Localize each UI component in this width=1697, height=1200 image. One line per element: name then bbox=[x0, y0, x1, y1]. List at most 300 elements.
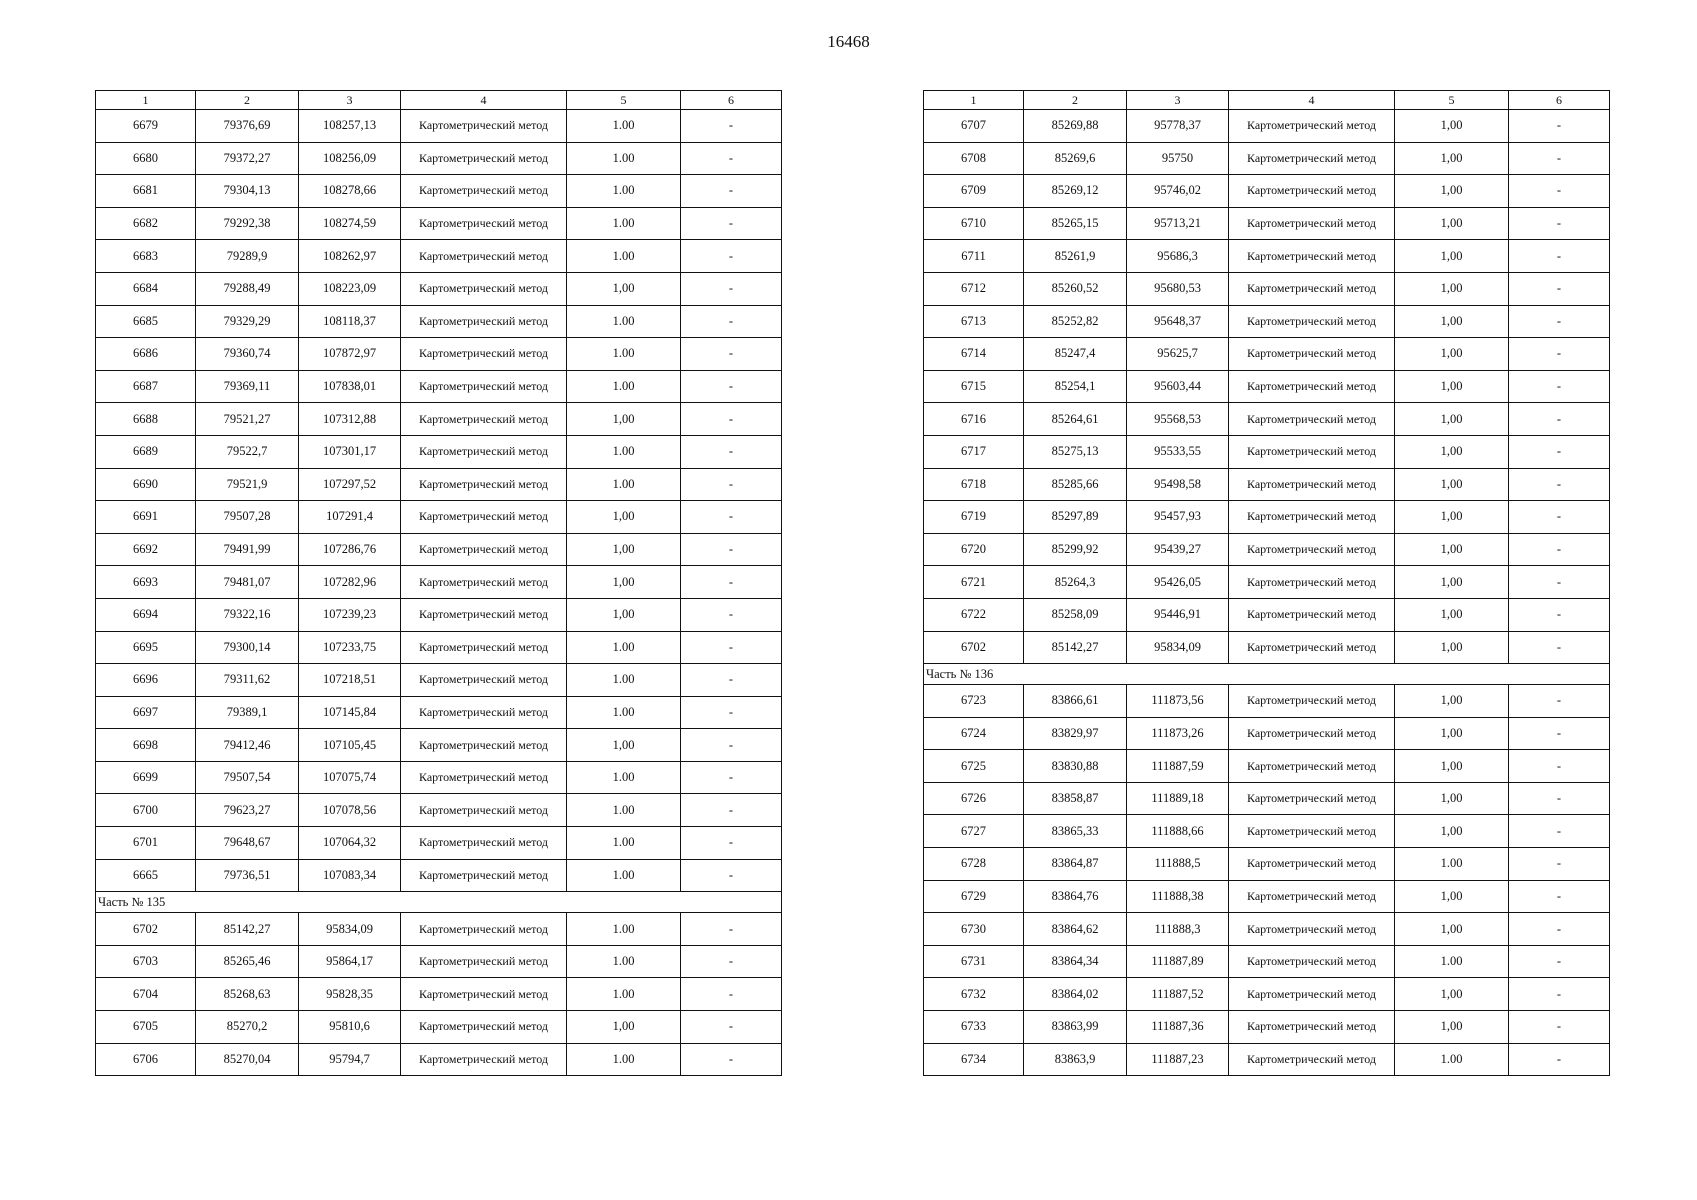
accuracy-cell: 1.00 bbox=[567, 338, 681, 371]
y-coordinate-cell: 107105,45 bbox=[299, 729, 401, 762]
method-cell: Картометрический метод bbox=[1229, 370, 1395, 403]
x-coordinate-cell: 85247,4 bbox=[1024, 338, 1127, 371]
coordinates-table-right bbox=[923, 90, 1610, 1076]
description-cell: - bbox=[1509, 435, 1610, 468]
table-row bbox=[96, 240, 782, 273]
accuracy-cell: 1,00 bbox=[1395, 533, 1509, 566]
method-cell: Картометрический метод bbox=[401, 945, 567, 978]
method-cell: Картометрический метод bbox=[1229, 468, 1395, 501]
description-cell: - bbox=[681, 1011, 782, 1044]
accuracy-cell: 1,00 bbox=[1395, 468, 1509, 501]
header-cell: 5 bbox=[1395, 91, 1509, 110]
method-cell: Картометрический метод bbox=[401, 1011, 567, 1044]
table-row bbox=[924, 913, 1610, 946]
y-coordinate-cell: 107239,23 bbox=[299, 598, 401, 631]
y-coordinate-cell: 95810,6 bbox=[299, 1011, 401, 1044]
table-header-row bbox=[96, 91, 782, 110]
method-cell: Картометрический метод bbox=[401, 207, 567, 240]
table-row bbox=[924, 175, 1610, 208]
y-coordinate-cell: 95446,91 bbox=[1127, 598, 1229, 631]
section-heading-row bbox=[96, 892, 782, 913]
method-cell: Картометрический метод bbox=[1229, 848, 1395, 881]
description-cell: - bbox=[1509, 782, 1610, 815]
table-row bbox=[96, 403, 782, 436]
x-coordinate-cell: 85142,27 bbox=[1024, 631, 1127, 664]
y-coordinate-cell: 107297,52 bbox=[299, 468, 401, 501]
method-cell: Картометрический метод bbox=[1229, 913, 1395, 946]
accuracy-cell: 1.00 bbox=[567, 827, 681, 860]
x-coordinate-cell: 83864,62 bbox=[1024, 913, 1127, 946]
point-number-cell: 6710 bbox=[924, 207, 1024, 240]
method-cell: Картометрический метод bbox=[1229, 305, 1395, 338]
point-number-cell: 6730 bbox=[924, 913, 1024, 946]
method-cell: Картометрический метод bbox=[1229, 338, 1395, 371]
method-cell: Картометрический метод bbox=[401, 338, 567, 371]
accuracy-cell: 1,00 bbox=[1395, 272, 1509, 305]
point-number-cell: 6690 bbox=[96, 468, 196, 501]
accuracy-cell: 1.00 bbox=[567, 468, 681, 501]
table-row bbox=[96, 978, 782, 1011]
y-coordinate-cell: 107872,97 bbox=[299, 338, 401, 371]
accuracy-cell: 1.00 bbox=[567, 978, 681, 1011]
method-cell: Картометрический метод bbox=[1229, 207, 1395, 240]
point-number-cell: 6728 bbox=[924, 848, 1024, 881]
method-cell: Картометрический метод bbox=[1229, 110, 1395, 143]
method-cell: Картометрический метод bbox=[401, 403, 567, 436]
point-number-cell: 6684 bbox=[96, 272, 196, 305]
x-coordinate-cell: 85269,6 bbox=[1024, 142, 1127, 175]
accuracy-cell: 1,00 bbox=[567, 1011, 681, 1044]
method-cell: Картометрический метод bbox=[401, 913, 567, 946]
x-coordinate-cell: 79491,99 bbox=[196, 533, 299, 566]
description-cell: - bbox=[1509, 533, 1610, 566]
point-number-cell: 6722 bbox=[924, 598, 1024, 631]
accuracy-cell: 1,00 bbox=[1395, 750, 1509, 783]
table-row bbox=[96, 370, 782, 403]
table-row bbox=[924, 468, 1610, 501]
x-coordinate-cell: 85260,52 bbox=[1024, 272, 1127, 305]
accuracy-cell: 1,00 bbox=[1395, 1011, 1509, 1044]
method-cell: Картометрический метод bbox=[1229, 685, 1395, 718]
point-number-cell: 6727 bbox=[924, 815, 1024, 848]
description-cell: - bbox=[681, 533, 782, 566]
method-cell: Картометрический метод bbox=[401, 598, 567, 631]
x-coordinate-cell: 83866,61 bbox=[1024, 685, 1127, 718]
accuracy-cell: 1,00 bbox=[1395, 403, 1509, 436]
point-number-cell: 6695 bbox=[96, 631, 196, 664]
y-coordinate-cell: 111887,89 bbox=[1127, 945, 1229, 978]
table-row bbox=[96, 305, 782, 338]
description-cell: - bbox=[1509, 175, 1610, 208]
accuracy-cell: 1,00 bbox=[1395, 370, 1509, 403]
description-cell: - bbox=[1509, 1043, 1610, 1076]
accuracy-cell: 1.00 bbox=[567, 207, 681, 240]
y-coordinate-cell: 95864,17 bbox=[299, 945, 401, 978]
y-coordinate-cell: 108278,66 bbox=[299, 175, 401, 208]
method-cell: Картометрический метод bbox=[401, 631, 567, 664]
accuracy-cell: 1,00 bbox=[1395, 338, 1509, 371]
y-coordinate-cell: 108256,09 bbox=[299, 142, 401, 175]
method-cell: Картометрический метод bbox=[401, 978, 567, 1011]
point-number-cell: 6712 bbox=[924, 272, 1024, 305]
y-coordinate-cell: 107312,88 bbox=[299, 403, 401, 436]
x-coordinate-cell: 79304,13 bbox=[196, 175, 299, 208]
table-row bbox=[96, 272, 782, 305]
table-row bbox=[924, 207, 1610, 240]
y-coordinate-cell: 95498,58 bbox=[1127, 468, 1229, 501]
y-coordinate-cell: 95426,05 bbox=[1127, 566, 1229, 599]
description-cell: - bbox=[681, 207, 782, 240]
table-row bbox=[924, 717, 1610, 750]
y-coordinate-cell: 111888,38 bbox=[1127, 880, 1229, 913]
point-number-cell: 6719 bbox=[924, 501, 1024, 534]
table-row bbox=[924, 533, 1610, 566]
description-cell: - bbox=[1509, 305, 1610, 338]
y-coordinate-cell: 95834,09 bbox=[1127, 631, 1229, 664]
point-number-cell: 6700 bbox=[96, 794, 196, 827]
x-coordinate-cell: 83865,33 bbox=[1024, 815, 1127, 848]
description-cell: - bbox=[1509, 338, 1610, 371]
header-cell: 1 bbox=[96, 91, 196, 110]
accuracy-cell: 1,00 bbox=[1395, 435, 1509, 468]
description-cell: - bbox=[681, 142, 782, 175]
point-number-cell: 6679 bbox=[96, 110, 196, 143]
table-row bbox=[924, 598, 1610, 631]
table-row bbox=[96, 1011, 782, 1044]
description-cell: - bbox=[1509, 750, 1610, 783]
x-coordinate-cell: 83863,99 bbox=[1024, 1011, 1127, 1044]
x-coordinate-cell: 79329,29 bbox=[196, 305, 299, 338]
table-row bbox=[96, 142, 782, 175]
y-coordinate-cell: 95713,21 bbox=[1127, 207, 1229, 240]
y-coordinate-cell: 107282,96 bbox=[299, 566, 401, 599]
y-coordinate-cell: 111873,26 bbox=[1127, 717, 1229, 750]
table-row bbox=[96, 729, 782, 762]
accuracy-cell: 1,00 bbox=[567, 403, 681, 436]
table-row bbox=[96, 207, 782, 240]
method-cell: Картометрический метод bbox=[401, 1043, 567, 1076]
method-cell: Картометрический метод bbox=[401, 664, 567, 697]
method-cell: Картометрический метод bbox=[1229, 750, 1395, 783]
y-coordinate-cell: 108262,97 bbox=[299, 240, 401, 273]
x-coordinate-cell: 85142,27 bbox=[196, 913, 299, 946]
point-number-cell: 6734 bbox=[924, 1043, 1024, 1076]
point-number-cell: 6724 bbox=[924, 717, 1024, 750]
table-row bbox=[924, 1011, 1610, 1044]
y-coordinate-cell: 108223,09 bbox=[299, 272, 401, 305]
method-cell: Картометрический метод bbox=[1229, 978, 1395, 1011]
method-cell: Картометрический метод bbox=[1229, 272, 1395, 305]
y-coordinate-cell: 95834,09 bbox=[299, 913, 401, 946]
description-cell: - bbox=[681, 794, 782, 827]
method-cell: Картометрический метод bbox=[1229, 945, 1395, 978]
header-cell: 4 bbox=[1229, 91, 1395, 110]
point-number-cell: 6721 bbox=[924, 566, 1024, 599]
accuracy-cell: 1,00 bbox=[1395, 305, 1509, 338]
header-cell: 4 bbox=[401, 91, 567, 110]
accuracy-cell: 1.00 bbox=[567, 631, 681, 664]
accuracy-cell: 1.00 bbox=[567, 945, 681, 978]
header-cell: 3 bbox=[299, 91, 401, 110]
point-number-cell: 6702 bbox=[924, 631, 1024, 664]
method-cell: Картометрический метод bbox=[401, 272, 567, 305]
description-cell: - bbox=[681, 598, 782, 631]
description-cell: - bbox=[681, 566, 782, 599]
point-number-cell: 6697 bbox=[96, 696, 196, 729]
accuracy-cell: 1,00 bbox=[567, 598, 681, 631]
x-coordinate-cell: 79521,9 bbox=[196, 468, 299, 501]
accuracy-cell: 1,00 bbox=[567, 566, 681, 599]
accuracy-cell: 1.00 bbox=[567, 305, 681, 338]
table-row bbox=[96, 598, 782, 631]
method-cell: Картометрический метод bbox=[401, 827, 567, 860]
accuracy-cell: 1.00 bbox=[567, 175, 681, 208]
table-row bbox=[924, 848, 1610, 881]
accuracy-cell: 1.00 bbox=[567, 696, 681, 729]
x-coordinate-cell: 83864,76 bbox=[1024, 880, 1127, 913]
y-coordinate-cell: 95778,37 bbox=[1127, 110, 1229, 143]
method-cell: Картометрический метод bbox=[401, 794, 567, 827]
x-coordinate-cell: 85252,82 bbox=[1024, 305, 1127, 338]
point-number-cell: 6733 bbox=[924, 1011, 1024, 1044]
method-cell: Картометрический метод bbox=[401, 501, 567, 534]
table-row bbox=[96, 696, 782, 729]
method-cell: Картометрический метод bbox=[401, 859, 567, 892]
page-number: 16468 bbox=[827, 32, 870, 51]
y-coordinate-cell: 111873,56 bbox=[1127, 685, 1229, 718]
method-cell: Картометрический метод bbox=[401, 533, 567, 566]
point-number-cell: 6716 bbox=[924, 403, 1024, 436]
x-coordinate-cell: 79300,14 bbox=[196, 631, 299, 664]
point-number-cell: 6720 bbox=[924, 533, 1024, 566]
method-cell: Картометрический метод bbox=[1229, 240, 1395, 273]
description-cell: - bbox=[1509, 848, 1610, 881]
table-row bbox=[96, 631, 782, 664]
table-row bbox=[924, 501, 1610, 534]
x-coordinate-cell: 79311,62 bbox=[196, 664, 299, 697]
accuracy-cell: 1,00 bbox=[1395, 175, 1509, 208]
accuracy-cell: 1,00 bbox=[1395, 717, 1509, 750]
table-row bbox=[924, 566, 1610, 599]
table-row bbox=[924, 978, 1610, 1011]
accuracy-cell: 1,00 bbox=[1395, 815, 1509, 848]
description-cell: - bbox=[1509, 717, 1610, 750]
method-cell: Картометрический метод bbox=[401, 240, 567, 273]
table-row bbox=[924, 240, 1610, 273]
point-number-cell: 6693 bbox=[96, 566, 196, 599]
x-coordinate-cell: 83858,87 bbox=[1024, 782, 1127, 815]
method-cell: Картометрический метод bbox=[1229, 880, 1395, 913]
header-cell: 5 bbox=[567, 91, 681, 110]
x-coordinate-cell: 85275,13 bbox=[1024, 435, 1127, 468]
method-cell: Картометрический метод bbox=[1229, 1043, 1395, 1076]
point-number-cell: 6687 bbox=[96, 370, 196, 403]
x-coordinate-cell: 83830,88 bbox=[1024, 750, 1127, 783]
y-coordinate-cell: 95439,27 bbox=[1127, 533, 1229, 566]
x-coordinate-cell: 79648,67 bbox=[196, 827, 299, 860]
method-cell: Картометрический метод bbox=[401, 305, 567, 338]
point-number-cell: 6692 bbox=[96, 533, 196, 566]
y-coordinate-cell: 107145,84 bbox=[299, 696, 401, 729]
accuracy-cell: 1.00 bbox=[567, 794, 681, 827]
description-cell: - bbox=[681, 435, 782, 468]
point-number-cell: 6691 bbox=[96, 501, 196, 534]
point-number-cell: 6708 bbox=[924, 142, 1024, 175]
section-heading-row bbox=[924, 664, 1610, 685]
y-coordinate-cell: 95625,7 bbox=[1127, 338, 1229, 371]
accuracy-cell: 1.00 bbox=[1395, 945, 1509, 978]
y-coordinate-cell: 107064,32 bbox=[299, 827, 401, 860]
accuracy-cell: 1,00 bbox=[567, 501, 681, 534]
method-cell: Картометрический метод bbox=[1229, 566, 1395, 599]
description-cell: - bbox=[1509, 685, 1610, 718]
description-cell: - bbox=[681, 859, 782, 892]
method-cell: Картометрический метод bbox=[1229, 435, 1395, 468]
accuracy-cell: 1,00 bbox=[1395, 142, 1509, 175]
accuracy-cell: 1,00 bbox=[1395, 110, 1509, 143]
description-cell: - bbox=[681, 631, 782, 664]
point-number-cell: 6709 bbox=[924, 175, 1024, 208]
method-cell: Картометрический метод bbox=[1229, 175, 1395, 208]
accuracy-cell: 1.00 bbox=[1395, 848, 1509, 881]
description-cell: - bbox=[1509, 880, 1610, 913]
point-number-cell: 6701 bbox=[96, 827, 196, 860]
point-number-cell: 6698 bbox=[96, 729, 196, 762]
description-cell: - bbox=[1509, 631, 1610, 664]
x-coordinate-cell: 83864,34 bbox=[1024, 945, 1127, 978]
y-coordinate-cell: 107233,75 bbox=[299, 631, 401, 664]
table-row bbox=[924, 815, 1610, 848]
y-coordinate-cell: 95603,44 bbox=[1127, 370, 1229, 403]
table-row bbox=[924, 142, 1610, 175]
y-coordinate-cell: 108118,37 bbox=[299, 305, 401, 338]
x-coordinate-cell: 85261,9 bbox=[1024, 240, 1127, 273]
table-row bbox=[96, 110, 782, 143]
x-coordinate-cell: 79481,07 bbox=[196, 566, 299, 599]
point-number-cell: 6707 bbox=[924, 110, 1024, 143]
point-number-cell: 6683 bbox=[96, 240, 196, 273]
description-cell: - bbox=[1509, 815, 1610, 848]
method-cell: Картометрический метод bbox=[401, 696, 567, 729]
point-number-cell: 6680 bbox=[96, 142, 196, 175]
point-number-cell: 6703 bbox=[96, 945, 196, 978]
right-table-container bbox=[923, 90, 1610, 1076]
description-cell: - bbox=[681, 501, 782, 534]
description-cell: - bbox=[1509, 370, 1610, 403]
method-cell: Картометрический метод bbox=[401, 370, 567, 403]
description-cell: - bbox=[1509, 403, 1610, 436]
x-coordinate-cell: 85264,61 bbox=[1024, 403, 1127, 436]
description-cell: - bbox=[681, 978, 782, 1011]
x-coordinate-cell: 85269,88 bbox=[1024, 110, 1127, 143]
point-number-cell: 6685 bbox=[96, 305, 196, 338]
y-coordinate-cell: 111887,36 bbox=[1127, 1011, 1229, 1044]
point-number-cell: 6715 bbox=[924, 370, 1024, 403]
accuracy-cell: 1,00 bbox=[567, 533, 681, 566]
point-number-cell: 6731 bbox=[924, 945, 1024, 978]
x-coordinate-cell: 79507,28 bbox=[196, 501, 299, 534]
description-cell: - bbox=[681, 664, 782, 697]
description-cell: - bbox=[1509, 1011, 1610, 1044]
accuracy-cell: 1.00 bbox=[567, 110, 681, 143]
x-coordinate-cell: 85299,92 bbox=[1024, 533, 1127, 566]
point-number-cell: 6732 bbox=[924, 978, 1024, 1011]
description-cell: - bbox=[681, 338, 782, 371]
table-row bbox=[96, 501, 782, 534]
table-row bbox=[96, 664, 782, 697]
point-number-cell: 6729 bbox=[924, 880, 1024, 913]
x-coordinate-cell: 79412,46 bbox=[196, 729, 299, 762]
accuracy-cell: 1,00 bbox=[1395, 598, 1509, 631]
method-cell: Картометрический метод bbox=[401, 468, 567, 501]
table-row bbox=[96, 533, 782, 566]
table-row bbox=[924, 272, 1610, 305]
x-coordinate-cell: 85297,89 bbox=[1024, 501, 1127, 534]
x-coordinate-cell: 85269,12 bbox=[1024, 175, 1127, 208]
method-cell: Картометрический метод bbox=[401, 142, 567, 175]
point-number-cell: 6714 bbox=[924, 338, 1024, 371]
header-cell: 1 bbox=[924, 91, 1024, 110]
x-coordinate-cell: 79289,9 bbox=[196, 240, 299, 273]
y-coordinate-cell: 95794,7 bbox=[299, 1043, 401, 1076]
accuracy-cell: 1.00 bbox=[1395, 1043, 1509, 1076]
point-number-cell: 6705 bbox=[96, 1011, 196, 1044]
method-cell: Картометрический метод bbox=[1229, 631, 1395, 664]
y-coordinate-cell: 95746,02 bbox=[1127, 175, 1229, 208]
y-coordinate-cell: 111887,23 bbox=[1127, 1043, 1229, 1076]
point-number-cell: 6726 bbox=[924, 782, 1024, 815]
accuracy-cell: 1.00 bbox=[567, 435, 681, 468]
table-row bbox=[924, 338, 1610, 371]
description-cell: - bbox=[1509, 272, 1610, 305]
description-cell: - bbox=[1509, 598, 1610, 631]
description-cell: - bbox=[681, 827, 782, 860]
y-coordinate-cell: 95568,53 bbox=[1127, 403, 1229, 436]
accuracy-cell: 1,00 bbox=[1395, 566, 1509, 599]
description-cell: - bbox=[1509, 945, 1610, 978]
point-number-cell: 6702 bbox=[96, 913, 196, 946]
description-cell: - bbox=[681, 696, 782, 729]
x-coordinate-cell: 79623,27 bbox=[196, 794, 299, 827]
accuracy-cell: 1,00 bbox=[1395, 978, 1509, 1011]
table-row bbox=[96, 794, 782, 827]
y-coordinate-cell: 107291,4 bbox=[299, 501, 401, 534]
method-cell: Картометрический метод bbox=[1229, 598, 1395, 631]
header-cell: 6 bbox=[1509, 91, 1610, 110]
accuracy-cell: 1,00 bbox=[1395, 880, 1509, 913]
x-coordinate-cell: 79522,7 bbox=[196, 435, 299, 468]
method-cell: Картометрический метод bbox=[1229, 815, 1395, 848]
accuracy-cell: 1,00 bbox=[1395, 631, 1509, 664]
table-row bbox=[96, 175, 782, 208]
description-cell: - bbox=[681, 240, 782, 273]
accuracy-cell: 1,00 bbox=[567, 272, 681, 305]
description-cell: - bbox=[1509, 110, 1610, 143]
header-cell: 2 bbox=[196, 91, 299, 110]
x-coordinate-cell: 85285,66 bbox=[1024, 468, 1127, 501]
point-number-cell: 6681 bbox=[96, 175, 196, 208]
y-coordinate-cell: 95533,55 bbox=[1127, 435, 1229, 468]
table-row bbox=[96, 761, 782, 794]
point-number-cell: 6696 bbox=[96, 664, 196, 697]
header-cell: 2 bbox=[1024, 91, 1127, 110]
point-number-cell: 6688 bbox=[96, 403, 196, 436]
y-coordinate-cell: 95680,53 bbox=[1127, 272, 1229, 305]
x-coordinate-cell: 85265,46 bbox=[196, 945, 299, 978]
point-number-cell: 6704 bbox=[96, 978, 196, 1011]
y-coordinate-cell: 95648,37 bbox=[1127, 305, 1229, 338]
method-cell: Картометрический метод bbox=[401, 175, 567, 208]
